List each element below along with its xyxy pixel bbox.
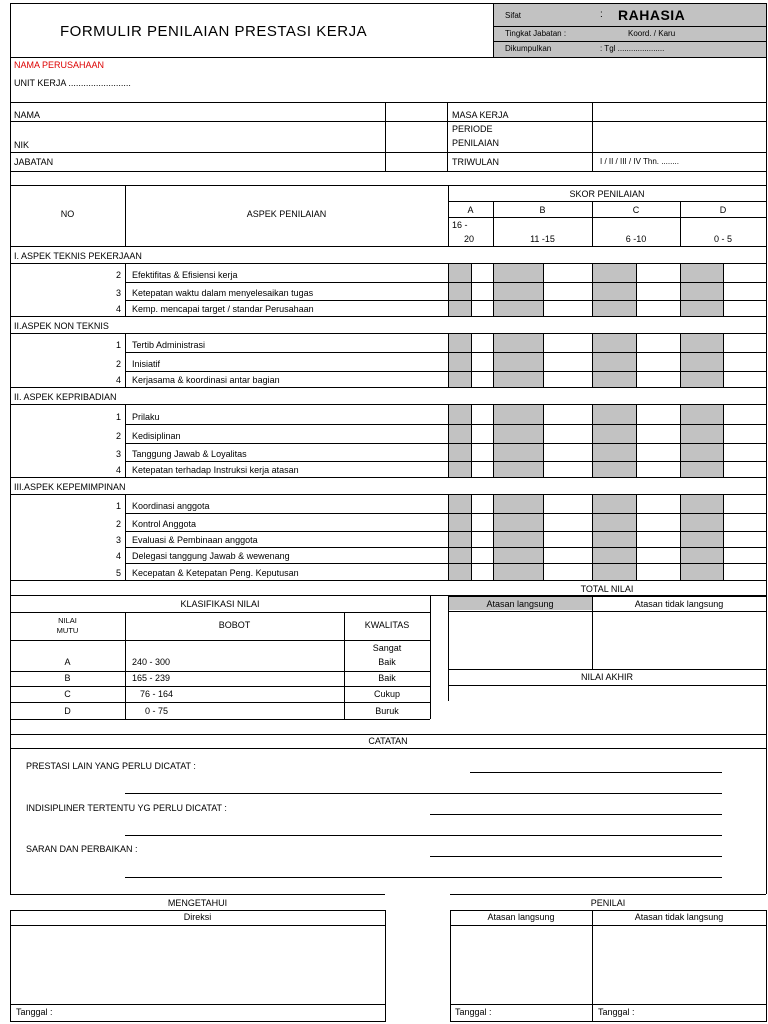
score-cell[interactable] bbox=[724, 425, 766, 443]
score-cell[interactable] bbox=[724, 514, 766, 531]
score-cell[interactable] bbox=[724, 405, 766, 424]
periode-label: PERIODE bbox=[452, 124, 493, 134]
score-cell[interactable] bbox=[637, 462, 680, 477]
score-cell-shaded[interactable] bbox=[593, 532, 636, 547]
grade-b-letter: B bbox=[539, 205, 546, 215]
row-number: 2 bbox=[115, 359, 121, 369]
grade-a-range-2: 20 bbox=[464, 234, 475, 244]
score-cell-shaded[interactable] bbox=[494, 283, 543, 300]
score-cell[interactable] bbox=[637, 301, 680, 316]
score-cell[interactable] bbox=[544, 264, 592, 282]
kualitas-a-1: Sangat bbox=[372, 643, 402, 653]
score-cell-shaded[interactable] bbox=[593, 564, 636, 580]
score-cell[interactable] bbox=[637, 564, 680, 580]
score-cell[interactable] bbox=[544, 564, 592, 580]
kualitas-a-2: Baik bbox=[378, 657, 396, 667]
score-cell-shaded[interactable] bbox=[449, 301, 471, 316]
row-number: 2 bbox=[115, 431, 121, 441]
row-number: 2 bbox=[115, 270, 121, 280]
bobot-c: 76 - 164 bbox=[140, 689, 174, 699]
score-cell-shaded[interactable] bbox=[593, 283, 636, 300]
triwulan-label: TRIWULAN bbox=[452, 157, 499, 167]
score-cell[interactable] bbox=[637, 353, 680, 371]
nilai-akhir-input[interactable] bbox=[449, 686, 765, 700]
nama-label: NAMA bbox=[14, 110, 41, 120]
score-cell-shaded[interactable] bbox=[681, 405, 723, 424]
score-cell[interactable] bbox=[472, 301, 493, 316]
mutu-header: MUTU bbox=[56, 626, 79, 635]
aspect-label: Inisiatif bbox=[132, 359, 161, 369]
tingkat-jabatan-value: Koord. / Karu bbox=[628, 29, 676, 38]
score-cell-shaded[interactable] bbox=[593, 425, 636, 443]
score-cell-shaded[interactable] bbox=[449, 462, 471, 477]
score-cell[interactable] bbox=[724, 334, 766, 352]
grade-c-letter: C bbox=[632, 205, 640, 215]
direksi-signature-area[interactable] bbox=[11, 926, 384, 1003]
dikumpulkan-label: Dikumpulkan bbox=[505, 44, 552, 53]
aspect-label: Kecepatan & Ketepatan Peng. Keputusan bbox=[132, 568, 299, 578]
row-number: 1 bbox=[115, 340, 121, 350]
atasan-tidak-langsung-signature-area[interactable] bbox=[593, 926, 765, 1003]
aspect-label: Evaluasi & Pembinaan anggota bbox=[132, 535, 258, 545]
dikumpulkan-value: : Tgl ..................... bbox=[600, 44, 665, 53]
score-cell[interactable] bbox=[724, 283, 766, 300]
score-cell[interactable] bbox=[637, 495, 680, 513]
sifat-colon: : bbox=[600, 9, 603, 20]
score-cell-shaded[interactable] bbox=[449, 532, 471, 547]
score-cell-shaded[interactable] bbox=[681, 334, 723, 352]
grade-c-range: 6 -10 bbox=[625, 234, 647, 244]
score-cell[interactable] bbox=[472, 334, 493, 352]
score-cell[interactable] bbox=[472, 564, 493, 580]
no-header: NO bbox=[60, 209, 75, 219]
form-title: FORMULIR PENILAIAN PRESTASI KERJA bbox=[60, 23, 368, 40]
score-cell[interactable] bbox=[724, 462, 766, 477]
score-cell-shaded[interactable] bbox=[449, 495, 471, 513]
score-cell[interactable] bbox=[472, 532, 493, 547]
score-cell-shaded[interactable] bbox=[681, 532, 723, 547]
unit-kerja-field[interactable]: UNIT KERJA ......................... bbox=[14, 78, 131, 88]
score-cell-shaded[interactable] bbox=[449, 334, 471, 352]
nilai-header: NILAI bbox=[58, 616, 77, 625]
sifat-value: RAHASIA bbox=[618, 7, 686, 23]
score-cell-shaded[interactable] bbox=[681, 372, 723, 387]
aspect-label: Tertib Administrasi bbox=[132, 340, 206, 350]
kualitas-header: KWALITAS bbox=[364, 620, 410, 630]
bobot-b: 165 - 239 bbox=[132, 673, 171, 683]
saran-input[interactable] bbox=[125, 842, 722, 876]
score-cell[interactable] bbox=[544, 353, 592, 371]
score-cell-shaded[interactable] bbox=[593, 372, 636, 387]
sifat-label: Sifat bbox=[505, 11, 522, 20]
score-cell[interactable] bbox=[472, 264, 493, 282]
score-cell[interactable] bbox=[724, 264, 766, 282]
triwulan-value[interactable]: I / II / III / IV Thn. ........ bbox=[600, 157, 679, 166]
bobot-d: 0 - 75 bbox=[145, 706, 169, 716]
indisipliner-label: INDISIPLINER TERTENTU YG PERLU DICATAT : bbox=[26, 803, 227, 813]
score-cell-shaded[interactable] bbox=[681, 353, 723, 371]
score-cell[interactable] bbox=[637, 444, 680, 461]
row-number: 3 bbox=[115, 535, 121, 545]
masa-kerja-label: MASA KERJA bbox=[452, 110, 509, 120]
grade-d-range: 0 - 5 bbox=[713, 234, 732, 244]
score-cell[interactable] bbox=[544, 405, 592, 424]
saran-label: SARAN DAN PERBAIKAN : bbox=[26, 844, 138, 854]
kualitas-d: Buruk bbox=[375, 706, 399, 716]
row-number: 1 bbox=[115, 412, 121, 422]
score-cell-shaded[interactable] bbox=[593, 301, 636, 316]
score-cell[interactable] bbox=[472, 462, 493, 477]
nilai-akhir-label: NILAI AKHIR bbox=[580, 672, 634, 682]
section-title: II.ASPEK NON TEKNIS bbox=[14, 321, 109, 331]
score-cell[interactable] bbox=[637, 405, 680, 424]
nik-label: NIK bbox=[14, 140, 30, 150]
total-nilai-title: TOTAL NILAI bbox=[580, 584, 634, 594]
score-cell-shaded[interactable] bbox=[494, 405, 543, 424]
total-atasan-langsung-input[interactable] bbox=[449, 612, 591, 668]
atasan-tidak-langsung-tanggal: Tanggal : bbox=[598, 1007, 635, 1017]
score-cell-shaded[interactable] bbox=[593, 264, 636, 282]
score-cell[interactable] bbox=[724, 301, 766, 316]
section-title: II. ASPEK KEPRIBADIAN bbox=[14, 392, 117, 402]
score-cell-shaded[interactable] bbox=[494, 495, 543, 513]
mutu-c: C bbox=[64, 689, 71, 699]
mutu-d: D bbox=[64, 706, 71, 716]
score-cell-shaded[interactable] bbox=[681, 495, 723, 513]
score-cell-shaded[interactable] bbox=[494, 564, 543, 580]
direksi-tanggal: Tanggal : bbox=[16, 1007, 53, 1017]
score-cell-shaded[interactable] bbox=[449, 444, 471, 461]
score-cell-shaded[interactable] bbox=[449, 372, 471, 387]
direksi-label: Direksi bbox=[183, 912, 212, 922]
prestasi-label: PRESTASI LAIN YANG PERLU DICATAT : bbox=[26, 761, 196, 771]
penilai-atasan-tidak-langsung: Atasan tidak langsung bbox=[634, 912, 724, 922]
bobot-a: 240 - 300 bbox=[132, 657, 171, 667]
score-cell-shaded[interactable] bbox=[681, 425, 723, 443]
periode-input[interactable] bbox=[593, 122, 765, 151]
grade-b-range: 11 -15 bbox=[530, 234, 555, 244]
score-cell[interactable] bbox=[472, 444, 493, 461]
score-cell[interactable] bbox=[544, 514, 592, 531]
score-cell[interactable] bbox=[637, 548, 680, 563]
aspect-label: Prilaku bbox=[132, 412, 160, 422]
score-cell[interactable] bbox=[724, 372, 766, 387]
row-number: 4 bbox=[115, 465, 121, 475]
score-cell-shaded[interactable] bbox=[681, 264, 723, 282]
score-cell-shaded[interactable] bbox=[593, 353, 636, 371]
score-cell-shaded[interactable] bbox=[681, 564, 723, 580]
score-cell-shaded[interactable] bbox=[494, 514, 543, 531]
score-cell-shaded[interactable] bbox=[681, 548, 723, 563]
score-cell-shaded[interactable] bbox=[681, 301, 723, 316]
nama-input[interactable] bbox=[386, 103, 446, 121]
score-cell-shaded[interactable] bbox=[593, 462, 636, 477]
score-cell-shaded[interactable] bbox=[593, 444, 636, 461]
score-cell[interactable] bbox=[637, 264, 680, 282]
indisipliner-input[interactable] bbox=[125, 800, 722, 834]
row-number: 2 bbox=[115, 519, 121, 529]
score-cell[interactable] bbox=[544, 548, 592, 563]
score-cell[interactable] bbox=[637, 334, 680, 352]
score-cell[interactable] bbox=[472, 425, 493, 443]
score-cell[interactable] bbox=[637, 532, 680, 547]
score-cell[interactable] bbox=[724, 444, 766, 461]
score-cell[interactable] bbox=[724, 532, 766, 547]
score-cell-shaded[interactable] bbox=[593, 334, 636, 352]
kualitas-b: Baik bbox=[378, 673, 396, 683]
score-cell-shaded[interactable] bbox=[593, 405, 636, 424]
aspek-header: ASPEK PENILAIAN bbox=[246, 209, 327, 219]
atasan-langsung-tanggal: Tanggal : bbox=[455, 1007, 492, 1017]
total-atasan-langsung: Atasan langsung bbox=[486, 599, 554, 609]
aspect-label: Koordinasi anggota bbox=[132, 501, 210, 511]
penilaian-label: PENILAIAN bbox=[452, 138, 500, 148]
score-cell-shaded[interactable] bbox=[494, 301, 543, 316]
kualitas-c: Cukup bbox=[373, 689, 400, 699]
mutu-b: B bbox=[64, 673, 71, 683]
score-cell[interactable] bbox=[724, 495, 766, 513]
grade-d-letter: D bbox=[719, 205, 727, 215]
total-atasan-tidak-langsung-input[interactable] bbox=[593, 612, 765, 668]
score-cell-shaded[interactable] bbox=[681, 514, 723, 531]
score-cell[interactable] bbox=[544, 495, 592, 513]
aspect-label: Efektifitas & Efisiensi kerja bbox=[132, 270, 238, 280]
catatan-title: CATATAN bbox=[368, 736, 408, 746]
score-cell[interactable] bbox=[544, 444, 592, 461]
bobot-header: BOBOT bbox=[218, 620, 251, 630]
aspect-label: Ketepatan waktu dalam menyelesaikan tugas bbox=[132, 288, 314, 298]
score-cell-shaded[interactable] bbox=[681, 462, 723, 477]
score-cell[interactable] bbox=[472, 548, 493, 563]
score-cell[interactable] bbox=[544, 334, 592, 352]
score-cell-shaded[interactable] bbox=[681, 444, 723, 461]
score-cell[interactable] bbox=[472, 495, 493, 513]
score-cell[interactable] bbox=[472, 405, 493, 424]
score-cell-shaded[interactable] bbox=[494, 334, 543, 352]
score-cell-shaded[interactable] bbox=[494, 462, 543, 477]
aspect-label: Kerjasama & koordinasi antar bagian bbox=[132, 375, 280, 385]
score-cell-shaded[interactable] bbox=[449, 425, 471, 443]
tingkat-jabatan-label: Tingkat Jabatan : bbox=[505, 29, 567, 38]
score-cell[interactable] bbox=[472, 353, 493, 371]
klasifikasi-title: KLASIFIKASI NILAI bbox=[180, 599, 260, 609]
score-cell[interactable] bbox=[637, 514, 680, 531]
score-cell-shaded[interactable] bbox=[494, 425, 543, 443]
score-cell[interactable] bbox=[724, 353, 766, 371]
score-cell-shaded[interactable] bbox=[681, 283, 723, 300]
aspect-label: Delegasi tanggung Jawab & wewenang bbox=[132, 551, 290, 561]
aspect-label: Kontrol Anggota bbox=[132, 519, 197, 529]
section-title: I. ASPEK TEKNIS PEKERJAAN bbox=[14, 251, 142, 261]
score-cell[interactable] bbox=[637, 283, 680, 300]
score-cell-shaded[interactable] bbox=[449, 283, 471, 300]
form-header bbox=[0, 0, 768, 60]
score-cell-shaded[interactable] bbox=[494, 372, 543, 387]
row-number: 3 bbox=[115, 288, 121, 298]
masa-kerja-input[interactable] bbox=[593, 103, 765, 121]
skor-header: SKOR PENILAIAN bbox=[569, 189, 645, 199]
aspect-label: Kedisiplinan bbox=[132, 431, 181, 441]
score-cell[interactable] bbox=[544, 425, 592, 443]
score-cell-shaded[interactable] bbox=[494, 532, 543, 547]
row-number: 4 bbox=[115, 375, 121, 385]
score-cell[interactable] bbox=[472, 283, 493, 300]
atasan-langsung-signature-area[interactable] bbox=[451, 926, 591, 1003]
prestasi-input[interactable] bbox=[125, 758, 722, 792]
aspect-label: Ketepatan terhadap Instruksi kerja atasan bbox=[132, 465, 299, 475]
score-cell[interactable] bbox=[544, 301, 592, 316]
score-cell-shaded[interactable] bbox=[593, 514, 636, 531]
score-cell-shaded[interactable] bbox=[449, 564, 471, 580]
score-cell-shaded[interactable] bbox=[494, 264, 543, 282]
row-number: 5 bbox=[115, 568, 121, 578]
score-cell[interactable] bbox=[544, 372, 592, 387]
score-cell[interactable] bbox=[472, 514, 493, 531]
score-cell[interactable] bbox=[544, 462, 592, 477]
score-cell-shaded[interactable] bbox=[593, 495, 636, 513]
score-cell[interactable] bbox=[544, 283, 592, 300]
score-cell-shaded[interactable] bbox=[494, 548, 543, 563]
score-cell[interactable] bbox=[637, 372, 680, 387]
score-cell-shaded[interactable] bbox=[449, 514, 471, 531]
section-title: III.ASPEK KEPEMIMPINAN bbox=[14, 482, 126, 492]
row-number: 1 bbox=[115, 501, 121, 511]
score-cell-shaded[interactable] bbox=[449, 353, 471, 371]
score-cell-shaded[interactable] bbox=[449, 264, 471, 282]
score-cell[interactable] bbox=[472, 372, 493, 387]
score-cell[interactable] bbox=[544, 532, 592, 547]
row-number: 3 bbox=[115, 449, 121, 459]
mengetahui-title: MENGETAHUI bbox=[167, 898, 228, 908]
grade-a-range: 16 - bbox=[452, 220, 468, 230]
total-atasan-tidak-langsung: Atasan tidak langsung bbox=[634, 599, 724, 609]
score-cell-shaded[interactable] bbox=[449, 548, 471, 563]
company-name-label: NAMA PERUSAHAAN bbox=[14, 60, 105, 70]
score-cell-shaded[interactable] bbox=[449, 405, 471, 424]
row-number: 4 bbox=[115, 551, 121, 561]
score-cell[interactable] bbox=[724, 564, 766, 580]
aspect-label: Tanggung Jawab & Loyalitas bbox=[132, 449, 247, 459]
score-cell[interactable] bbox=[724, 548, 766, 563]
score-cell-shaded[interactable] bbox=[494, 353, 543, 371]
score-cell-shaded[interactable] bbox=[494, 444, 543, 461]
jabatan-label: JABATAN bbox=[14, 157, 54, 167]
score-cell[interactable] bbox=[637, 425, 680, 443]
row-number: 4 bbox=[115, 304, 121, 314]
aspect-label: Kemp. mencapai target / standar Perusahaan bbox=[132, 304, 314, 314]
grade-a-letter: A bbox=[467, 205, 474, 215]
penilai-atasan-langsung: Atasan langsung bbox=[487, 912, 555, 922]
mutu-a: A bbox=[64, 657, 71, 667]
score-cell-shaded[interactable] bbox=[593, 548, 636, 563]
penilai-title: PENILAI bbox=[590, 898, 626, 908]
